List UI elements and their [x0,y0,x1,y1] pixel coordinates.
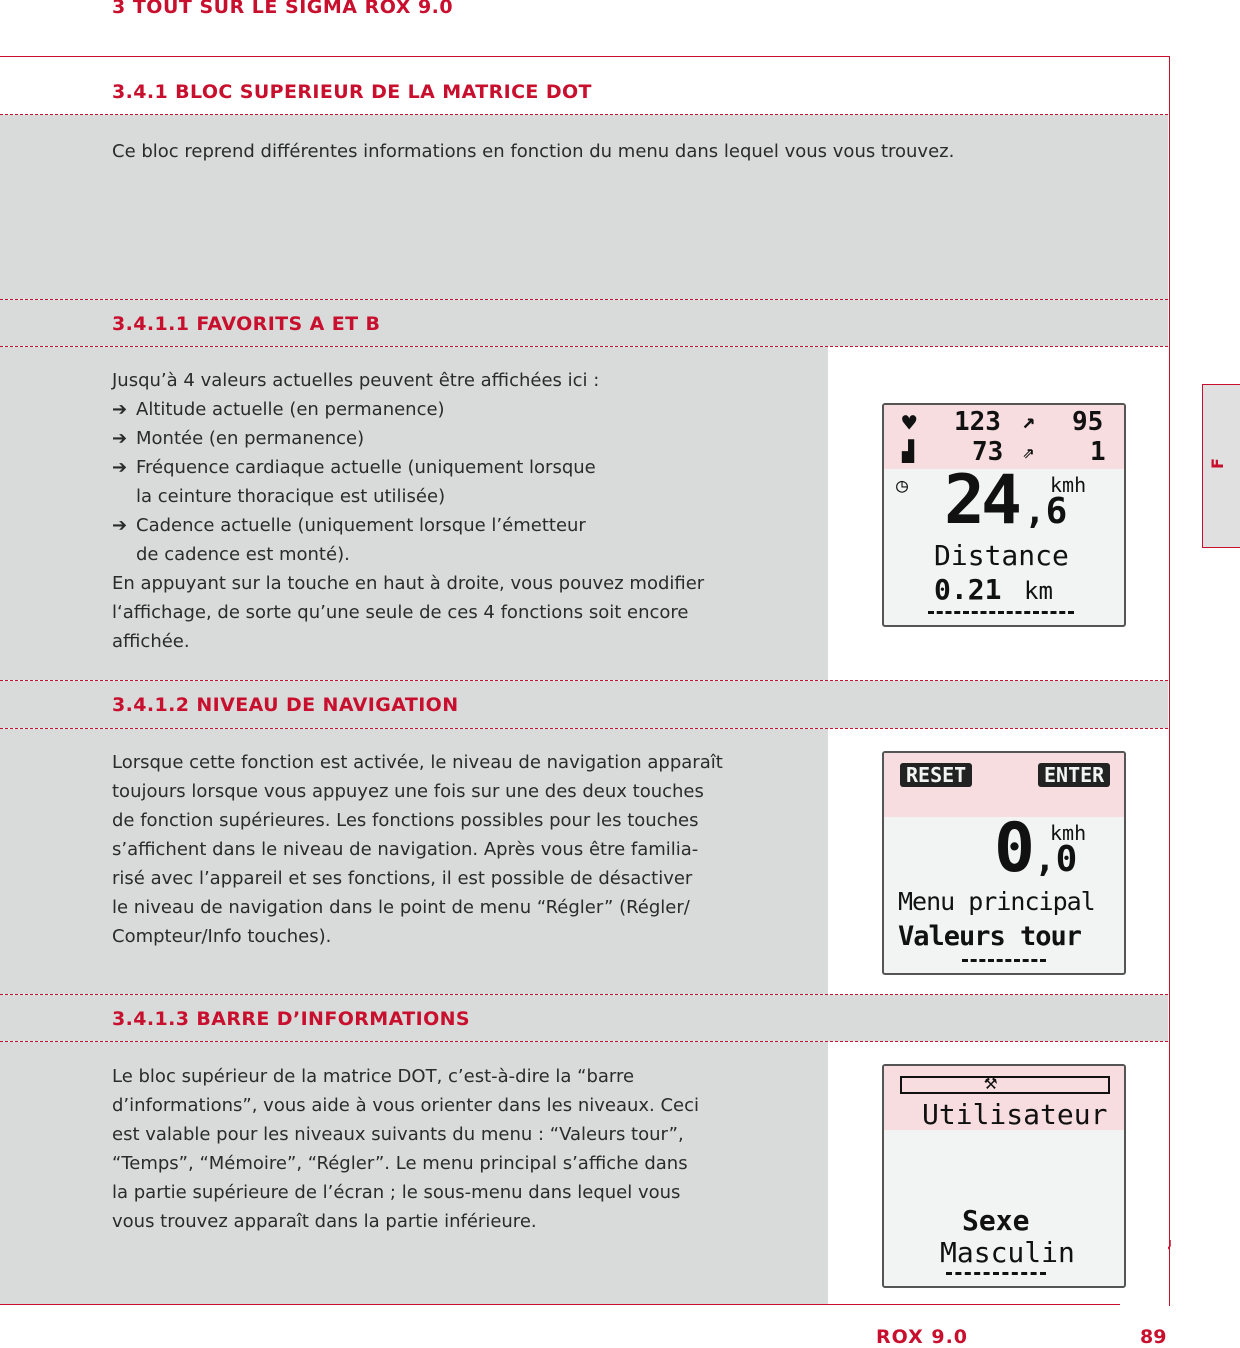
section-3412-title: 3.4.1.2 NIVEAU DE NAVIGATION [112,694,459,716]
list-item: ➔ Montée (en permanence) [112,424,812,453]
running-head: 3 TOUT SUR LE SIGMA ROX 9.0 [112,0,454,18]
lcd-menu-title: Utilisateur [922,1098,1108,1131]
lcd-speed-dec: ,0 [1034,839,1078,880]
arrow-icon: ➔ [112,428,128,449]
lcd-value-unit: km [1024,577,1053,605]
intro-text: Jusqu’à 4 valeurs actuelles peuvent être affichées ici : [112,370,600,391]
list-item: ➔ Fréquence cardiaque actuelle (uniquement lorsque la ceinture thoracique est utilisée) [112,453,812,511]
lcd-enter-button: ENTER [1038,763,1110,787]
footer-title: ROX 9.0 [876,1326,969,1348]
lcd-heart-rate: 123 [954,407,1001,437]
lcd-value: 0.21 [934,573,1002,606]
list-item: ➔ Cadence actuelle (uniquement lorsque l’émetteur de cadence est monté). [112,511,812,569]
section-3413-title: 3.4.1.3 BARRE D’INFORMATIONS [112,1008,471,1030]
lcd-speed-unit: kmh [1050,821,1087,845]
lcd-panel-navigation [828,729,1168,994]
page-number: 89 [1140,1326,1167,1348]
lcd-panel-info-bar [828,1042,1168,1304]
arrow-icon: ➔ [112,515,128,536]
lcd-label: Distance [934,539,1069,572]
lcd-cadence: 95 [1072,407,1104,437]
section-3412-text: Lorsque cette fonction est activée, le niveau de navigation apparaît toujours lorsque vous appuyez une fois sur une des deux touches de fonction supérieures. Les fonctions possibles pour les touches s’affichent dans le niveau de navigation. Après vous être familia- risé avec l’appareil et ses fonctions, il est possible de désactiver le niveau de navigation dans le point de menu “Régler” (Régler/ Compteur/Info touches). [112,752,723,947]
lcd-value: Masculin [940,1236,1075,1269]
section-341-title: 3.4.1 BLOC SUPERIEUR DE LA MATRICE DOT [112,81,592,103]
clock-icon: ◷ [896,473,909,497]
list-item: ➔ Altitude actuelle (en permanence) [112,395,812,424]
lcd-climb: 1 [1090,437,1106,467]
section-3413-text: Le bloc supérieur de la matrice DOT, c’est-à-dire la “barre d’informations”, vous aide à vous orienter dans les niveaux. Ceci est valable pour les niveaux suivants du menu : “Valeurs tour”, “Temps”, “Mémoire”, “Régler”. Le menu principal s’affiche dans la partie supérieure de l’écran ; le sous-menu dans lequel vous vous trouvez apparaît dans la partie inférieure. [112,1066,700,1232]
lcd-label: Menu principal [898,887,1095,916]
settings-bar [900,1076,1110,1094]
lcd-value: Valeurs tour [898,921,1082,952]
progress-dashes [962,959,1046,962]
section-341-text: Ce bloc reprend différentes informations en fonction du menu dans lequel vous vous trouvez. [112,141,955,162]
lcd-speed-int: 24 [944,461,1018,540]
lcd-speed-dec: ,6 [1024,491,1068,532]
frame-bottom-line [0,1304,1120,1305]
cadence-icon: ↗ [1022,409,1036,434]
climb-icon: ⇗ [1022,439,1035,463]
lcd-screen-favorits [882,403,1126,627]
lcd-label: Sexe [962,1204,1030,1237]
altitude-icon: ▟ [902,439,915,463]
progress-dashes [928,611,1074,614]
arrow-icon: ➔ [112,399,128,420]
lcd-reset-button: RESET [900,763,972,787]
section-3411-text: Jusqu’à 4 valeurs actuelles peuvent être affichées ici : ➔ Altitude actuelle (en permanence) ➔ Montée (en permanence) ➔ Fréquence cardiaque actuelle (uniquement lorsque la ceinture thoracique est utilisée) ➔ Cadence actuelle (uniquement lorsque l’émetteur de cadence est monté). En appuyant sur la touche en haut à droite, vous pouvez modifier l‘affichage, de sorte qu’une seule de ces 4 fonctions soit encore affichée. [112,366,812,656]
lcd-altitude: 73 [972,437,1004,467]
language-tab-letter: F [1207,458,1227,469]
lcd-screen-info-bar [882,1064,1126,1288]
section-3411-title: 3.4.1.1 FAVORITS A ET B [112,313,381,335]
lcd-panel-favorits [828,347,1168,680]
progress-dashes [946,1272,1046,1275]
lcd-screen-navigation [882,751,1126,975]
arrow-icon: ➔ [112,457,128,478]
lcd-speed-unit: kmh [1050,473,1087,497]
lcd-speed-int: 0 [994,809,1035,888]
wrench-icon: ⚒ [984,1070,998,1095]
heart-icon: ♥ [902,409,917,437]
